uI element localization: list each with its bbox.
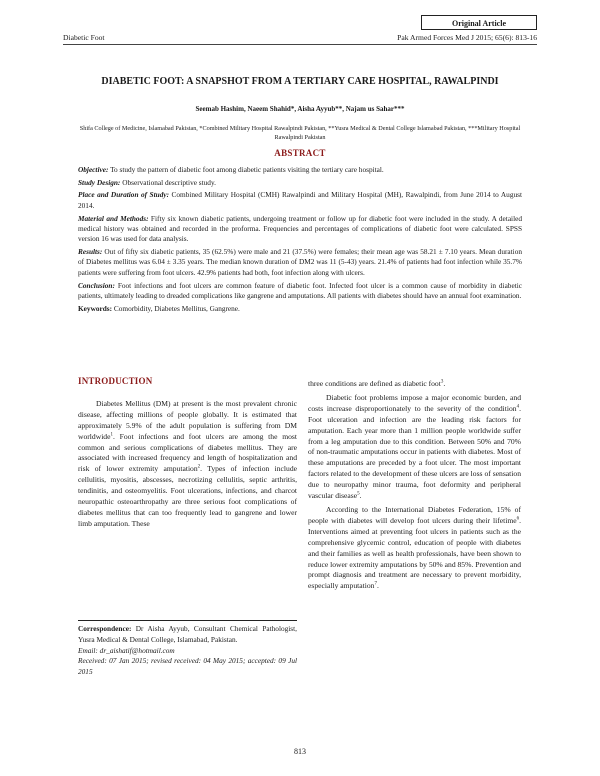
page-number: 813 [294, 747, 306, 756]
intro-paragraph-1 [78, 399, 297, 530]
abstract-place [78, 190, 522, 211]
running-header-right: Pak Armed Forces Med J 2015; 65(6): 813-16 [397, 33, 537, 42]
author-list: Seemab Hashim, Naeem Shahid*, Aisha Ayyub**, Najam us Sahar*** [195, 105, 405, 113]
methods-text: Fifty six known diabetic patients, undergoing treatment or follow up for diabetic foot were included in the study. A detailed medical history was obtained and recorded in the proforma. Frequencies and percentages of complications of diabetic foot were calculated. SPSS version 16 was used for data analysis. [78, 213, 522, 244]
citation-2: 2 [197, 464, 201, 470]
keywords-text: Comorbidity, Diabetes Mellitus, Gangrene. [112, 303, 240, 313]
article-type-badge: Original Article [421, 15, 537, 30]
abstract-methods [78, 214, 522, 245]
correspondence-label: Correspondence: [78, 624, 132, 633]
body-column-left [78, 376, 297, 530]
objective-label: Objective: [78, 165, 109, 174]
intro-paragraph-2 [308, 393, 521, 502]
intro-p2-text-a: Diabetic foot problems impose a major economic burden, and costs increase disproportionately to the severity of the condition [308, 392, 521, 413]
results-label: Results: [78, 247, 103, 257]
article-title: DIABETIC FOOT: A SNAPSHOT FROM A TERTIARY CARE HOSPITAL, RAWALPINDI [101, 76, 499, 87]
abstract-design [78, 178, 522, 188]
citation-1: 1 [110, 432, 113, 438]
place-label: Place and Duration of Study: [78, 190, 170, 200]
keywords-label: Keywords: [78, 303, 113, 313]
intro-p1-text-c: . Types of infection include cellulitis, myositis, abscesses, necrotizing cellulitis, septic arthritis, tendinitis, and osteomyelitis. Foot ulcerations, infections, and charcot neuropathic osteoarthropathy are three serious foot complications of diabetes mellitus that can too frequently lead to gangrene and lower limb amputation. These [78, 464, 297, 528]
citation-5: 5 [357, 491, 360, 497]
intro-p2-text-b: . Foot ulceration and infection are the leading risk factors for amputation. Each year more than 1 million people worldwide suffer from a leg amputation due to this condition. Between 50% and 70% of non-traumatic amputations occur in patients with diabetes. Most of these amputations are preceded by a foot ulcer. The most important factors related to the development of these ulcers are loss of sensation due to neuropathy minor trauma, foot deformity and peripheral vascular disease [308, 403, 521, 501]
citation-7: 7 [374, 581, 377, 587]
design-text: Observational descriptive study. [120, 177, 216, 187]
citation-6: 6 [516, 516, 520, 522]
correspondence-text: Dr Aisha Ayyub, Consultant Chemical Pathologist, Yusra Medical & Dental College, Islamabad, Pakistan. [78, 624, 297, 644]
intro-p1-text-b: . Foot infections and foot ulcers are among the most common and serious complications of diabetes mellitus. They are associated with increased frequency and length of hospitalization and risk of lower extremity amputation [78, 431, 297, 474]
intro-paragraph-3 [308, 505, 521, 592]
intro-p1-text-a: Diabetes Mellitus (DM) at present is the most prevalent chronic disease, affecting millions of people globally. It is estimated that approximately 5.9% of the adult population is suffering from DM worldwide [78, 398, 297, 441]
abstract-objective [78, 165, 522, 175]
abstract-body [78, 165, 522, 316]
body-column-right [308, 379, 521, 592]
objective-text: To study the pattern of diabetic foot among diabetic patients visiting the tertiary care hospital. [108, 165, 384, 174]
intro-p3-text-a: According to the International Diabetes Federation, 15% of people with diabetes will develop foot ulcers during their lifetime [308, 504, 521, 525]
intro-p2-end: . [359, 491, 362, 501]
intro-cont-end: . [443, 379, 446, 388]
intro-continuation [308, 379, 521, 390]
methods-label: Material and Methods: [78, 213, 149, 223]
abstract-keywords [78, 304, 522, 314]
intro-p3-text-b: . Interventions aimed at preventing foot ulcers in patients such as the comprehensive glycemic control, education of people with diabetes and their families as well as health professionals, have been shown to reduce lower extremity amputations by 50% and 85%. Prevention and prompt diagnosis and treatment are necessary to prevent morbidity, especially amputation [308, 515, 521, 591]
correspondence-email: Email: dr_aishatif@hotmail.com [78, 645, 175, 655]
abstract-heading: ABSTRACT [274, 148, 326, 158]
correspondence-divider [78, 620, 297, 621]
conclusion-label: Conclusion: [78, 280, 115, 290]
intro-cont-text: three conditions are defined as diabetic foot [308, 379, 441, 388]
author-affiliations: Shifa College of Medicine, Islamabad Pakistan, *Combined Military Hospital Rawalpindi Pakistan, **Yusra Medical & Dental College Islamabad Pakistan, ***Military Hospital Rawalpindi Pakistan [79, 125, 521, 141]
abstract-results [78, 247, 522, 278]
intro-p3-end: . [376, 581, 379, 591]
design-label: Study Design: [78, 177, 121, 187]
citation-4: 4 [516, 404, 520, 410]
results-text: Out of fifty six diabetic patients, 35 (62.5%) were male and 21 (37.5%) were females; their mean age was 58.21 ± 7.10 years. Mean duration of Diabetes mellitus was 6.04 ± 3.35 years. The median known duration of DM2 was 11 (5-43) years. 21.4% of patients had foot infection while 35.7% patients were suffering from foot ulcers. 42.9% patients had both, foot infection along with ulcers. [78, 247, 522, 277]
place-text: Combined Military Hospital (CMH) Rawalpindi and Military Hospital (MH), Rawalpindi, from June 2014 to August 2014. [78, 190, 522, 210]
header-divider [63, 44, 537, 45]
submission-dates: Received: 07 Jan 2015; revised received: 04 May 2015; accepted: 09 Jul 2015 [78, 656, 297, 677]
running-header-left: Diabetic Foot [63, 33, 105, 42]
introduction-heading: INTRODUCTION [78, 376, 153, 386]
citation-3: 3 [440, 379, 444, 385]
correspondence-block [78, 624, 297, 678]
abstract-conclusion [78, 281, 522, 302]
conclusion-text: Foot infections and foot ulcers are common feature of diabetic foot. Infected foot ulcer is a common cause of morbidity in diabetic patients, ultimately leading to dreaded complications like gangrene and amputations. All patients with diabetes should have an annual foot examination. [78, 280, 522, 300]
